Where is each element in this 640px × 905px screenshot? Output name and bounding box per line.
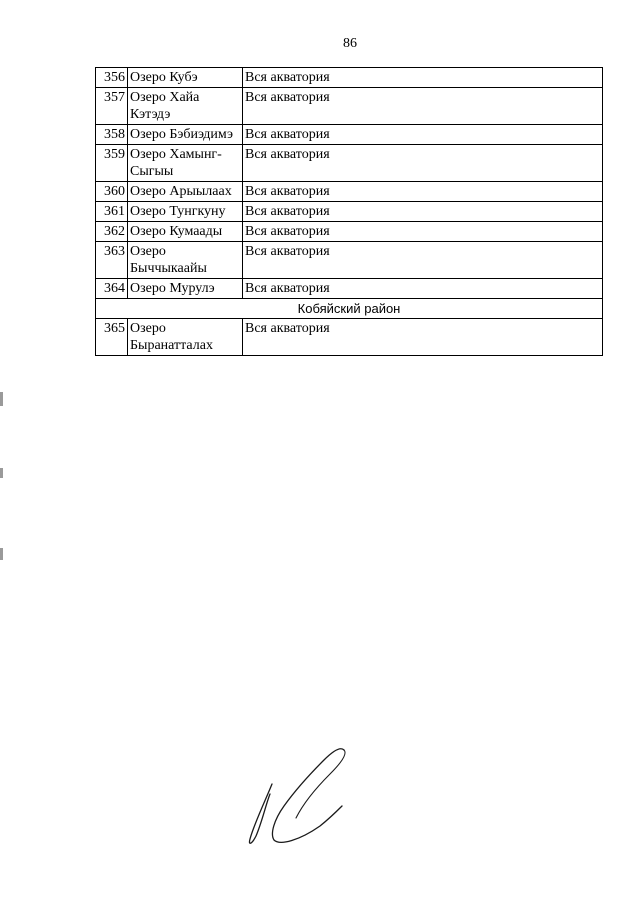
water-bodies-table [95,67,603,356]
district-header-row [96,299,603,319]
district-name: Кобяйский район [96,299,603,319]
handwritten-signature [244,744,354,848]
row-number: 359 [96,145,128,182]
table-row [96,125,603,145]
table-row [96,242,603,279]
table-body [96,68,603,356]
table-row [96,88,603,125]
protected-area-extent: Вся акватория [243,182,603,202]
page-number: 86 [343,36,357,51]
table-row [96,182,603,202]
water-body-name: Озеро Бэбиэдимэ [128,125,243,145]
row-number: 361 [96,202,128,222]
table-row [96,222,603,242]
table-row [96,145,603,182]
protected-area-extent: Вся акватория [243,319,603,356]
water-body-name: Озеро Хайа Кэтэдэ [128,88,243,125]
water-body-name: Озеро Хамынг-Сыгыы [128,145,243,182]
table-row [96,202,603,222]
protected-area-extent: Вся акватория [243,279,603,299]
protected-area-extent: Вся акватория [243,202,603,222]
row-number: 365 [96,319,128,356]
row-number: 357 [96,88,128,125]
table-row [96,319,603,356]
water-body-name: Озеро Кубэ [128,68,243,88]
table-row [96,68,603,88]
water-body-name: Озеро Быранатталах [128,319,243,356]
protected-area-extent: Вся акватория [243,68,603,88]
protected-area-extent: Вся акватория [243,88,603,125]
scan-edge-mark [0,468,3,478]
table-row [96,279,603,299]
scan-edge-mark [0,392,3,406]
water-body-name: Озеро Арыылаах [128,182,243,202]
row-number: 356 [96,68,128,88]
row-number: 364 [96,279,128,299]
row-number: 358 [96,125,128,145]
row-number: 363 [96,242,128,279]
water-body-name: Озеро Быччыкаайы [128,242,243,279]
water-body-name: Озеро Кумаады [128,222,243,242]
row-number: 362 [96,222,128,242]
scan-edge-mark [0,548,3,560]
row-number: 360 [96,182,128,202]
protected-area-extent: Вся акватория [243,222,603,242]
protected-area-extent: Вся акватория [243,145,603,182]
water-body-name: Озеро Мурулэ [128,279,243,299]
protected-area-extent: Вся акватория [243,242,603,279]
water-body-name: Озеро Тунгкуну [128,202,243,222]
protected-area-extent: Вся акватория [243,125,603,145]
